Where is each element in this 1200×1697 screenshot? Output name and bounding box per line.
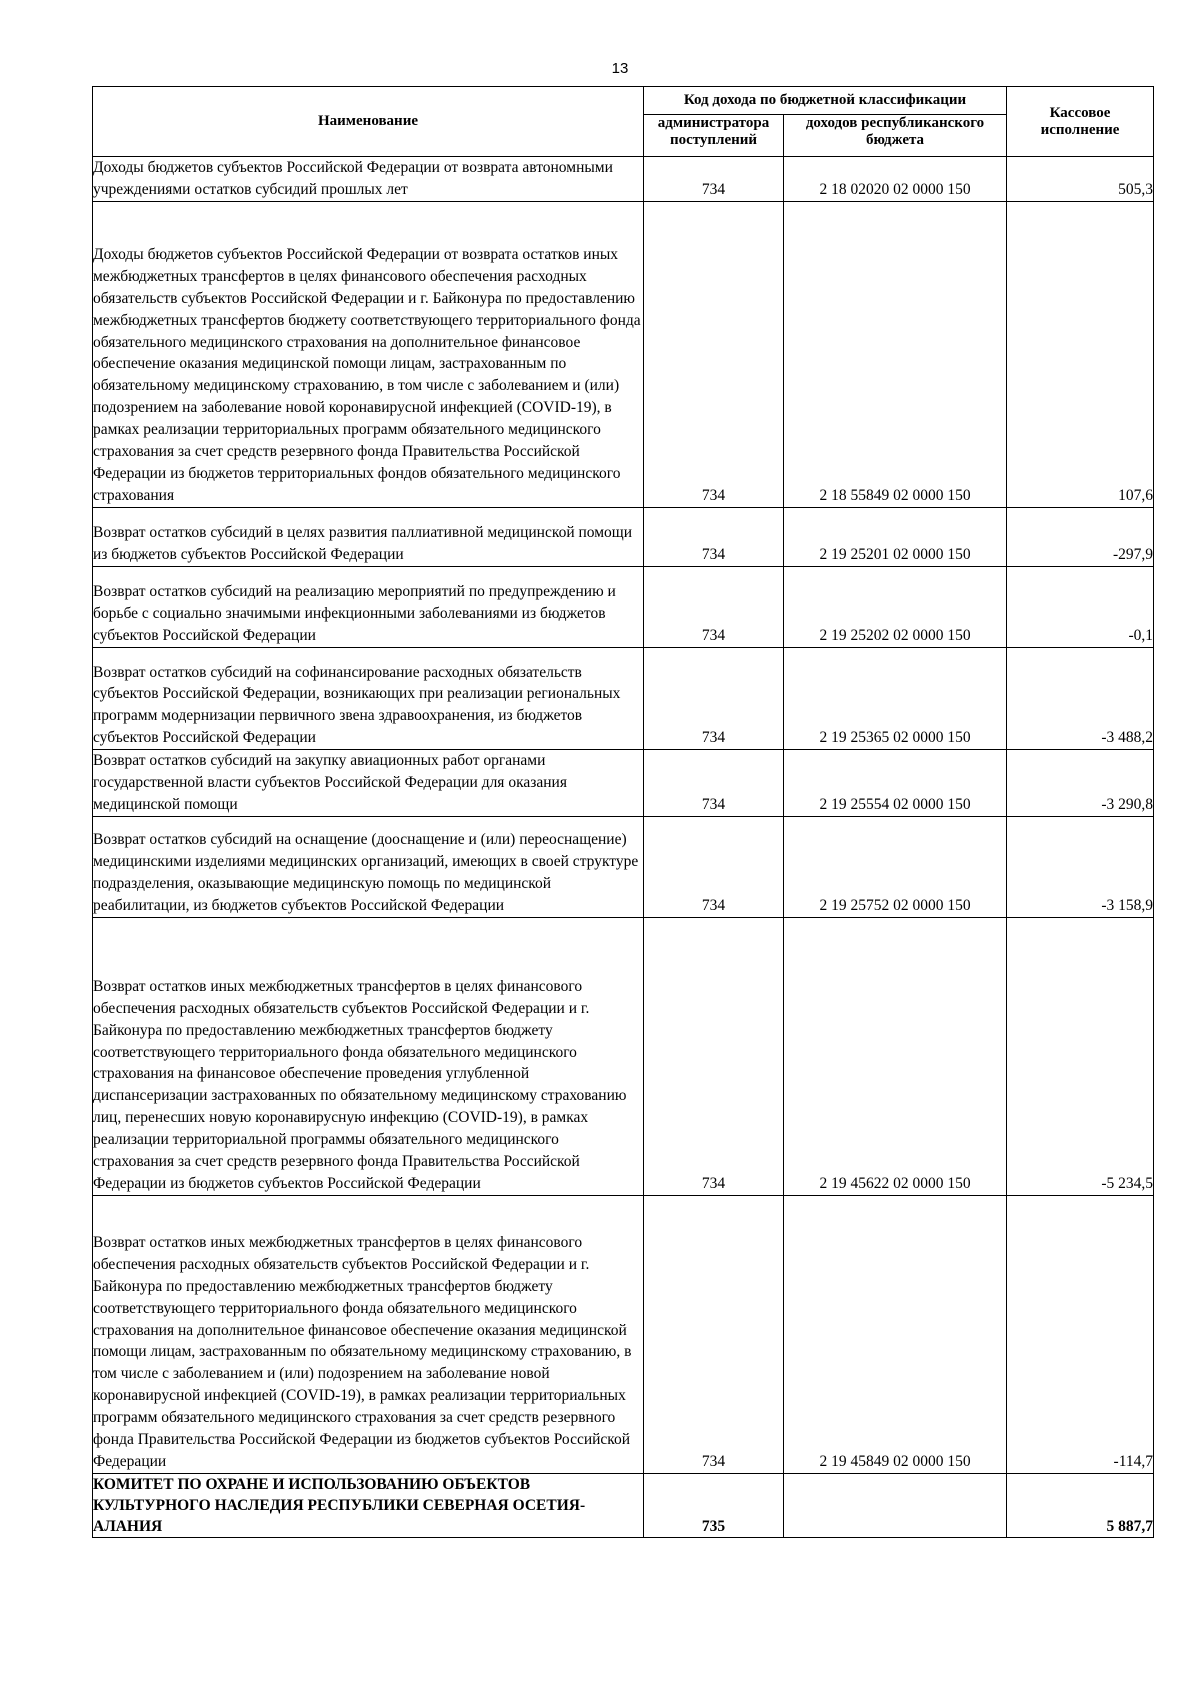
row-admin-code-cell xyxy=(644,201,784,507)
row-admin-code-cell xyxy=(644,566,784,647)
row-admin-code-text: 734 xyxy=(701,486,726,504)
row-name-text: КОМИТЕТ ПО ОХРАНЕ И ИСПОЛЬЗОВАНИЮ ОБЪЕКТОВ КУЛЬТУРНОГО НАСЛЕДИЯ РЕСПУБЛИКИ СЕВЕРНАЯ ОСЕТИЯ-АЛАНИЯ xyxy=(93,1475,586,1535)
row-name-text: Возврат остатков субсидий на софинансирование расходных обязательств субъектов Российской Федерации, возникающих при реализации региональных программ модернизации первичного звена здравоохранения, из бюджетов субъектов Российской Федерации xyxy=(93,663,621,747)
row-name-cell xyxy=(93,1195,644,1473)
row-execution-text: 505,3 xyxy=(1118,180,1154,198)
row-execution-text: -5 234,5 xyxy=(1101,1174,1154,1192)
table-row xyxy=(93,566,1154,647)
row-name-text: Возврат остатков иных межбюджетных трансфертов в целях финансового обеспечения расходных обязательств субъектов Российской Федерации и г. Байконура по предоставлению межбюджетных трансфертов бюджету соответствующего территориального фонда обязательного медицинского страхования на финансовое обеспечение проведения углубленной диспансеризации застрахованных по обязательному медицинскому страхованию лиц, перенесших новую коронавирусную инфекцию (COVID-19), в рамках реализации территориальной программы обязательного медицинского страхования за счет средств резервного фонда Правительства Российской Федерации из бюджетов субъектов Российской Федерации xyxy=(93,977,627,1192)
row-income-code-text: 2 19 25752 02 0000 150 xyxy=(819,896,971,914)
table-row xyxy=(93,917,1154,1195)
row-name-cell xyxy=(93,157,644,202)
row-execution-text: -3 290,8 xyxy=(1101,795,1154,813)
row-name-cell xyxy=(93,1473,644,1537)
row-admin-code-cell xyxy=(644,647,784,750)
row-execution-cell xyxy=(1007,1473,1154,1537)
row-execution-text: 107,6 xyxy=(1118,486,1154,504)
row-execution-cell xyxy=(1007,917,1154,1195)
row-income-code-cell xyxy=(784,647,1007,750)
row-income-code-text: 2 19 25554 02 0000 150 xyxy=(819,795,971,813)
row-income-code-text: 2 19 25202 02 0000 150 xyxy=(819,626,971,644)
table-row xyxy=(93,1195,1154,1473)
column-header-execution: Кассовое исполнение xyxy=(1007,87,1154,157)
row-execution-cell xyxy=(1007,507,1154,566)
row-income-code-cell xyxy=(784,566,1007,647)
table-row xyxy=(93,647,1154,750)
row-name-cell xyxy=(93,507,644,566)
row-admin-code-text: 735 xyxy=(701,1517,726,1535)
row-name-cell xyxy=(93,816,644,917)
row-income-code-cell xyxy=(784,750,1007,817)
row-name-text: Доходы бюджетов субъектов Российской Федерации от возврата остатков иных межбюджетных трансфертов в целях финансового обеспечения расходных обязательств субъектов Российской Федерации и г. Байконура по предоставлению межбюджетных трансфертов бюджету соответствующего территориального фонда обязательного медицинского страхования на дополнительное финансовое обеспечение оказания медицинской помощи лицам, застрахованным по обязательному медицинскому страхованию, в том числе с заболеванием и (или) подозрением на заболевание новой коронавирусной инфекцией (COVID-19), в рамках реализации территориальных программ обязательного медицинского страхования за счет средств резервного фонда Правительства Российской Федерации из бюджетов территориальных фондов обязательного медицинского страхования xyxy=(93,245,641,504)
row-admin-code-text: 734 xyxy=(701,545,726,563)
row-admin-code-text: 734 xyxy=(701,180,726,198)
row-execution-cell xyxy=(1007,157,1154,202)
row-income-code-cell xyxy=(784,157,1007,202)
row-admin-code-text: 734 xyxy=(701,729,726,747)
row-name-text: Возврат остатков иных межбюджетных трансфертов в целях финансового обеспечения расходных обязательств субъектов Российской Федерации и г. Байконура по предоставлению межбюджетных трансфертов бюджету соответствующего территориального фонда обязательного медицинского страхования на дополнительное финансовое обеспечение оказания медицинской помощи лицам, застрахованным по обязательному медицинскому страхованию, в том числе с заболеванием и (или) подозрением на заболевание новой коронавирусной инфекцией (COVID-19), в рамках реализации территориальных программ обязательного медицинского страхования за счет средств резервного фонда Правительства Российской Федерации из бюджетов субъектов Российской Федерации xyxy=(93,1233,632,1470)
row-income-code-text: 2 19 25201 02 0000 150 xyxy=(819,545,971,563)
row-name-cell xyxy=(93,201,644,507)
row-name-cell xyxy=(93,917,644,1195)
table-row xyxy=(93,507,1154,566)
row-execution-text: -3 158,9 xyxy=(1101,896,1154,914)
row-admin-code-text: 734 xyxy=(701,1452,726,1470)
row-execution-text: 5 887,7 xyxy=(1106,1517,1154,1535)
row-income-code-cell xyxy=(784,1195,1007,1473)
row-execution-text: -114,7 xyxy=(1113,1452,1154,1470)
row-admin-code-cell xyxy=(644,816,784,917)
row-admin-code-cell xyxy=(644,507,784,566)
row-admin-code-text: 734 xyxy=(701,1174,726,1192)
table-row xyxy=(93,157,1154,202)
row-execution-cell xyxy=(1007,816,1154,917)
column-header-income-code: доходов республиканского бюджета xyxy=(784,115,1007,157)
row-name-cell xyxy=(93,750,644,817)
row-name-text: Возврат остатков субсидий в целях развития паллиативной медицинской помощи из бюджетов субъектов Российской Федерации xyxy=(93,524,633,563)
row-execution-text: -0,1 xyxy=(1128,626,1154,644)
row-execution-text: -3 488,2 xyxy=(1101,729,1154,747)
table-row xyxy=(93,1473,1154,1537)
row-execution-cell xyxy=(1007,566,1154,647)
row-income-code-text: 2 18 55849 02 0000 150 xyxy=(819,486,971,504)
row-admin-code-cell xyxy=(644,157,784,202)
column-header-code-group: Код дохода по бюджетной классификации xyxy=(644,87,1007,115)
row-admin-code-cell xyxy=(644,1195,784,1473)
row-execution-cell xyxy=(1007,647,1154,750)
row-income-code-text: 2 18 02020 02 0000 150 xyxy=(819,180,971,198)
row-name-text: Возврат остатков субсидий на оснащение (дооснащение и (или) переоснащение) медицинскими изделиями медицинских организаций, имеющих в своей структуре подразделения, оказывающие медицинскую помощь по медицинской реабилитации, из бюджетов субъектов Российской Федерации xyxy=(93,831,639,914)
row-name-text: Возврат остатков субсидий на закупку авиационных работ органами государственной власти субъектов Российской Федерации для оказания медицинской помощи xyxy=(93,752,567,813)
row-income-code-cell xyxy=(784,816,1007,917)
row-name-cell xyxy=(93,566,644,647)
page-number: 13 xyxy=(611,60,629,77)
row-admin-code-text: 734 xyxy=(701,795,726,813)
row-income-code-cell xyxy=(784,201,1007,507)
table-row xyxy=(93,201,1154,507)
row-admin-code-text: 734 xyxy=(701,626,726,644)
budget-income-table xyxy=(92,86,1154,1538)
row-income-code-cell xyxy=(784,917,1007,1195)
table-body xyxy=(93,157,1154,1538)
row-execution-cell xyxy=(1007,750,1154,817)
row-income-code-cell xyxy=(784,507,1007,566)
row-admin-code-cell xyxy=(644,750,784,817)
table-row xyxy=(93,750,1154,817)
row-name-text: Возврат остатков субсидий на реализацию мероприятий по предупреждению и борьбе с социально значимыми инфекционными заболеваниями из бюджетов субъектов Российской Федерации xyxy=(93,582,616,644)
row-execution-cell xyxy=(1007,1195,1154,1473)
row-income-code-cell xyxy=(784,1473,1007,1537)
row-income-code-text: 2 19 25365 02 0000 150 xyxy=(819,729,971,747)
row-income-code-text: 2 19 45849 02 0000 150 xyxy=(819,1452,971,1470)
row-execution-text: -297,9 xyxy=(1112,545,1154,563)
row-admin-code-text: 734 xyxy=(701,896,726,914)
row-execution-cell xyxy=(1007,201,1154,507)
column-header-admin: администратора поступлений xyxy=(644,115,784,157)
table-row xyxy=(93,816,1154,917)
row-name-text: Доходы бюджетов субъектов Российской Федерации от возврата автономными учреждениями остатков субсидий прошлых лет xyxy=(93,159,613,198)
column-header-name: Наименование xyxy=(93,87,644,157)
row-admin-code-cell xyxy=(644,1473,784,1537)
row-name-cell xyxy=(93,647,644,750)
row-income-code-text: 2 19 45622 02 0000 150 xyxy=(819,1174,971,1192)
row-admin-code-cell xyxy=(644,917,784,1195)
